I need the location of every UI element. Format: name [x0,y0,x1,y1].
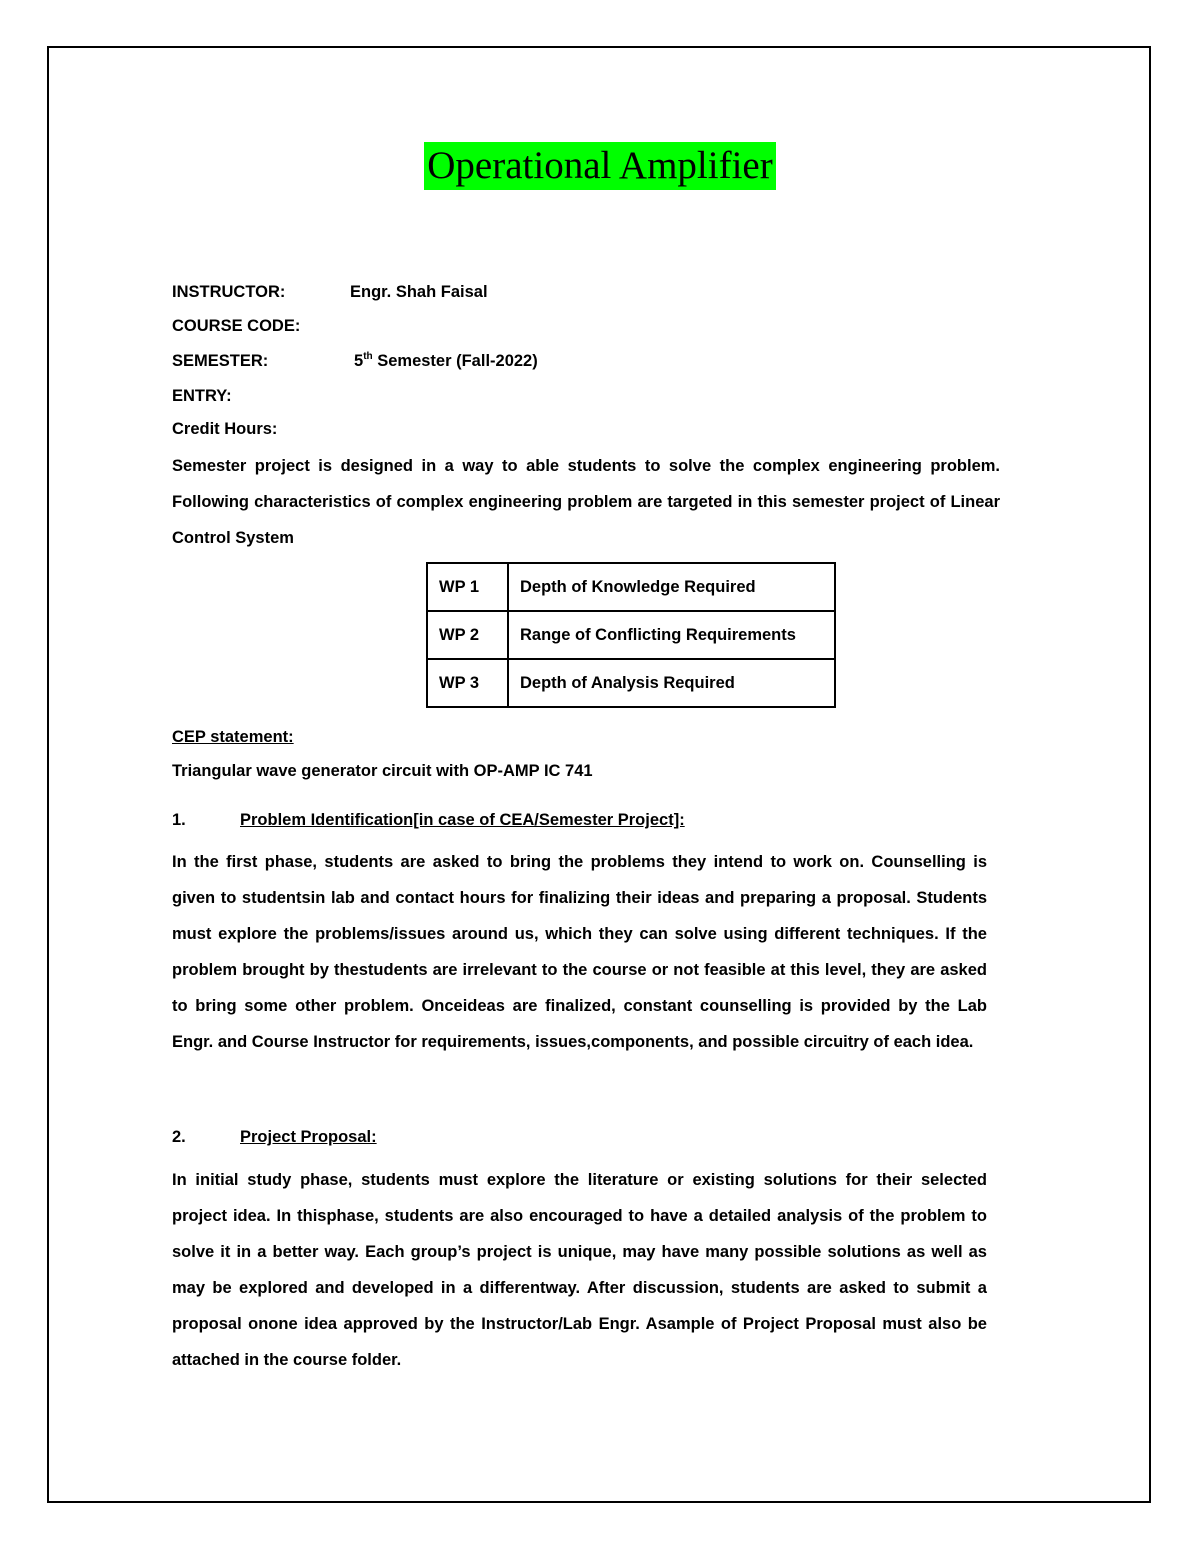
wp-description: Depth of Analysis Required [508,659,835,707]
cep-statement: Triangular wave generator circuit with OP-AMP IC 741 [172,762,593,780]
section-title: Project Proposal: [240,1128,377,1146]
section-heading-problem-identification [172,809,685,831]
wp-code: WP 2 [427,611,508,659]
wp-code: WP 1 [427,563,508,611]
section-body-project-proposal: In initial study phase, students must explore the literature or existing solutions for their selected project idea. In thisphase, students are also encouraged to have a detailed analysis of the problem to solve it in a better way. Each group’s project is unique, may have many possible solutions as well as may be explored and developed in a differentway. After discussion, students are asked to submit a proposal onone idea approved by the Instructor/Lab Engr. Asample of Project Proposal must also be attached in the course folder. [172,1171,987,1369]
wp-description: Range of Conflicting Requirements [508,611,835,659]
meta-row-credit-hours [172,418,350,440]
instructor-label: INSTRUCTOR: [172,283,286,301]
wp-table [426,562,836,708]
cep-heading: CEP statement: [172,728,294,746]
entry-label: ENTRY: [172,387,232,405]
meta-row-entry [172,385,350,407]
wp-code: WP 3 [427,659,508,707]
semester-value [350,352,538,370]
meta-row-semester [172,350,538,372]
semester-label: SEMESTER: [172,352,269,370]
semester-ordinal: th [363,351,373,362]
document-title: Operational Amplifier [424,142,775,190]
section-heading-project-proposal [172,1126,377,1148]
course-code-label: COURSE CODE: [172,317,301,335]
instructor-value: Engr. Shah Faisal [350,283,488,301]
section-body-problem-identification: In the first phase, students are asked to bring the problems they intend to work on. Counselling is given to studentsin lab and contact hours for finalizing their ideas and preparing a proposal. Students must explore the problems/issues around us, which they can solve using different techniques. If the problem brought by thestudents are irrelevant to the course or not feasible at this level, they are asked to bring some other problem. Onceideas are finalized, constant counselling is provided by the Lab Engr. and Course Instructor for requirements, issues,components, and possible circuitry of each idea. [172,853,987,1051]
table-row [427,563,835,611]
table-row [427,611,835,659]
section-title: Problem Identification[in case of CEA/Semester Project]: [240,811,685,829]
section-number: 2. [172,1128,186,1146]
semester-number: 5 [354,352,364,370]
table-row [427,659,835,707]
credit-hours-label: Credit Hours: [172,420,278,438]
meta-row-course-code [172,315,350,337]
section-number: 1. [172,811,186,829]
meta-row-instructor [172,281,488,303]
intro-paragraph: Semester project is designed in a way to able students to solve the complex engineering problem. Following characteristics of complex engineering problem are targeted in this semester project of Linear Control System [172,457,1000,547]
wp-description: Depth of Knowledge Required [508,563,835,611]
semester-term: Semester (Fall-2022) [372,352,538,370]
title-container [0,142,1200,190]
